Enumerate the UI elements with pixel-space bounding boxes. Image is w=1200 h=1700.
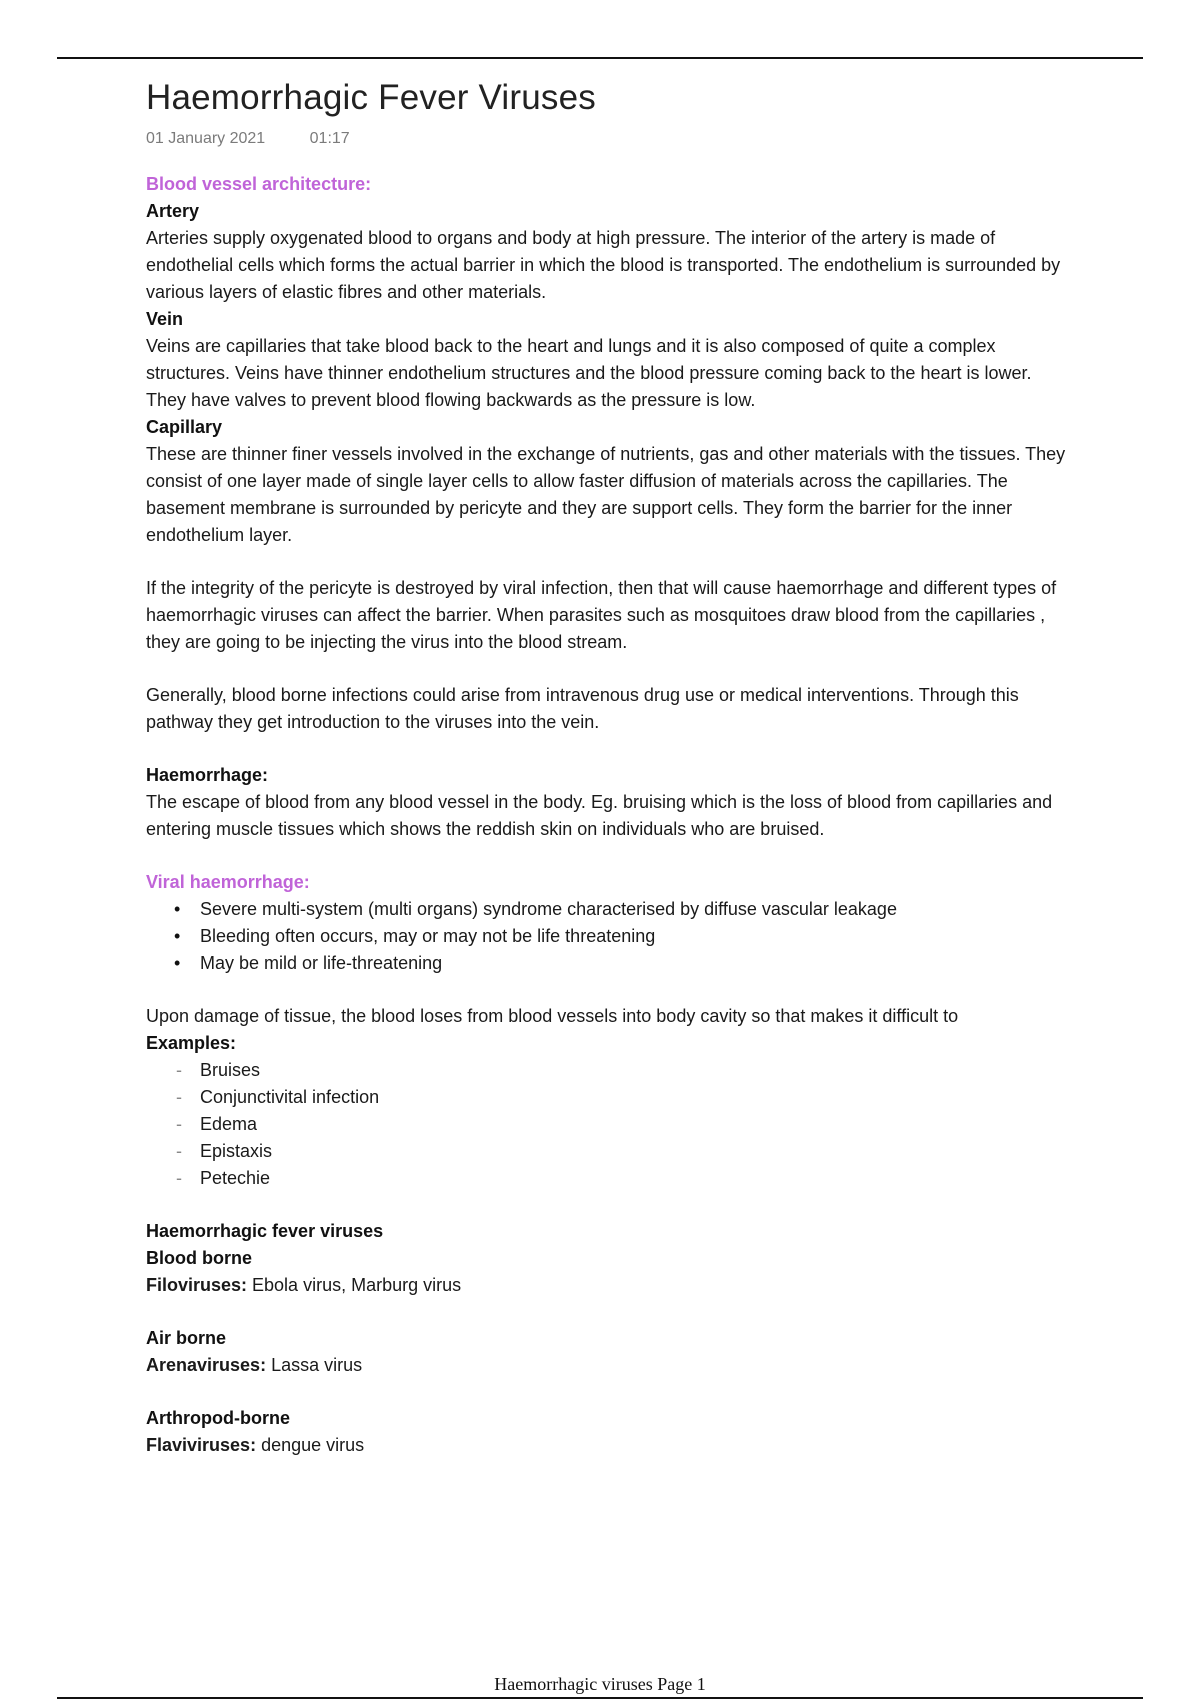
examples-list	[174, 1057, 1066, 1192]
examples-heading: Examples:	[146, 1033, 237, 1053]
list-item: - Conjunctivital infection	[174, 1084, 1066, 1111]
list-item: - Epistaxis	[174, 1138, 1066, 1165]
filoviruses-list: Ebola virus, Marburg virus	[247, 1275, 462, 1295]
arthropod-borne-heading: Arthropod-borne	[146, 1408, 290, 1428]
note-page	[146, 72, 1066, 1459]
flaviviruses-label: Flaviviruses:	[146, 1435, 257, 1455]
damage-paragraph: Upon damage of tissue, the blood loses from blood vessels into body cavity so that makes it difficult to	[146, 1006, 959, 1026]
pericyte-paragraph: If the integrity of the pericyte is destroyed by viral infection, then that will cause haemorrhage and different types of haemorrhagic viruses can affect the barrier. When parasites such as mosquitoes draw blood from the capillaries , they are going to be injecting the virus into the blood stream.	[146, 578, 1057, 652]
page-title: Haemorrhagic Fever Viruses	[146, 78, 596, 117]
list-item: - Bruises	[174, 1057, 1066, 1084]
list-item: • Severe multi-system (multi organs) syndrome characterised by diffuse vascular leakage	[174, 896, 1066, 923]
generally-paragraph: Generally, blood borne infections could arise from intravenous drug use or medical interventions. Through this pathway they get introduction to the viruses into the vein.	[146, 685, 1019, 732]
note-date: 01 January 2021	[146, 130, 266, 147]
viral-haemorrhage-heading: Viral haemorrhage:	[146, 872, 310, 892]
vein-text: Veins are capillaries that take blood back to the heart and lungs and it is also composed of quite a complex structures. Veins have thinner endothelium structures and the blood pressure coming back to the heart is lower. They have valves to prevent blood flowing backwards as the pressure is low.	[146, 336, 1032, 410]
flaviviruses-line	[146, 1432, 1066, 1459]
blood-vessel-heading: Blood vessel architecture:	[146, 174, 372, 194]
top-rule	[57, 57, 1143, 59]
air-borne-heading: Air borne	[146, 1328, 227, 1348]
filoviruses-line	[146, 1272, 1066, 1299]
note-time: 01:17	[309, 130, 350, 147]
capillary-text: These are thinner finer vessels involved in the exchange of nutrients, gas and other materials with the tissues. They consist of one layer made of single layer cells to allow faster diffusion of materials across the capillaries. The basement membrane is surrounded by pericyte and they are support cells. They form the barrier for the inner endothelium layer.	[146, 444, 1066, 545]
arenaviruses-list: Lassa virus	[266, 1355, 363, 1375]
artery-heading: Artery	[146, 201, 200, 221]
blood-borne-heading: Blood borne	[146, 1248, 252, 1268]
haemorrhage-heading: Haemorrhage:	[146, 765, 269, 785]
list-item: • Bleeding often occurs, may or may not be life threatening	[174, 923, 1066, 950]
note-body	[146, 171, 1066, 1459]
note-meta	[146, 130, 1066, 152]
filoviruses-label: Filoviruses:	[146, 1275, 248, 1295]
flaviviruses-list: dengue virus	[256, 1435, 365, 1455]
list-item: - Petechie	[174, 1165, 1066, 1192]
arenaviruses-label: Arenaviruses:	[146, 1355, 267, 1375]
page-footer: Haemorrhagic viruses Page 1	[494, 1674, 706, 1694]
list-item: • May be mild or life-threatening	[174, 950, 1066, 977]
arenaviruses-line	[146, 1352, 1066, 1379]
bottom-rule	[57, 1697, 1143, 1699]
hfv-heading: Haemorrhagic fever viruses	[146, 1221, 384, 1241]
vein-heading: Vein	[146, 309, 184, 329]
capillary-heading: Capillary	[146, 417, 223, 437]
artery-text: Arteries supply oxygenated blood to organs and body at high pressure. The interior of the artery is made of endothelial cells which forms the actual barrier in which the blood is transported. The endothelium is surrounded by various layers of elastic fibres and other materials.	[146, 228, 1061, 302]
viral-haemorrhage-list	[174, 896, 1066, 977]
haemorrhage-text: The escape of blood from any blood vessel in the body. Eg. bruising which is the loss of blood from capillaries and entering muscle tissues which shows the reddish skin on individuals who are bruised.	[146, 792, 1053, 839]
list-item: - Edema	[174, 1111, 1066, 1138]
